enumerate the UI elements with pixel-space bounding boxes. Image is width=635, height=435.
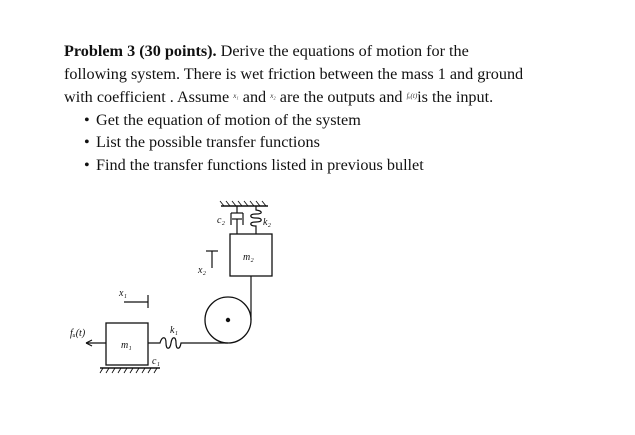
label-x1: x₁ bbox=[119, 288, 127, 299]
label-m2: m₂ bbox=[243, 252, 254, 263]
x1-indicator bbox=[124, 295, 148, 308]
task-item: • Get the equation of motion of the system bbox=[84, 109, 609, 132]
label-x2: x₂ bbox=[198, 265, 206, 276]
symbol-fu: fᵤ(t) bbox=[406, 92, 418, 100]
problem-line-3c: are the outputs and bbox=[275, 88, 407, 106]
problem-line-1-text: Derive the equations of motion for the bbox=[216, 42, 469, 60]
task-item: • List the possible transfer functions bbox=[84, 131, 609, 154]
pulley-center bbox=[226, 318, 229, 321]
symbol-x1: x₁ bbox=[233, 92, 239, 100]
damper-c2 bbox=[231, 206, 243, 234]
problem-line-3d: is the input. bbox=[417, 88, 494, 106]
problem-line-3a: with coefficient . Assume bbox=[64, 88, 234, 106]
problem-line-2: following system. There is wet friction between the mass 1 and ground bbox=[64, 64, 524, 83]
problem-heading: Problem 3 (30 points). bbox=[64, 42, 217, 60]
ceiling-ground bbox=[220, 201, 268, 206]
label-m1: m₁ bbox=[121, 340, 132, 351]
force-arrow-fu bbox=[86, 340, 106, 346]
label-k1: k₁ bbox=[170, 325, 178, 336]
label-c1: c₁ bbox=[152, 356, 160, 367]
spring-k1 bbox=[148, 338, 190, 349]
label-c2: c₂ bbox=[217, 215, 225, 226]
problem-line-3b: and bbox=[238, 88, 271, 106]
label-fu: fᵤ(t) bbox=[70, 328, 86, 339]
label-k2: k₂ bbox=[263, 217, 271, 228]
ground-m1 bbox=[100, 368, 160, 373]
symbol-x2: x₂ bbox=[270, 92, 276, 100]
task-item: • Find the transfer functions listed in previous bullet bbox=[84, 154, 609, 177]
x2-indicator bbox=[206, 251, 218, 268]
spring-k2 bbox=[251, 206, 262, 234]
